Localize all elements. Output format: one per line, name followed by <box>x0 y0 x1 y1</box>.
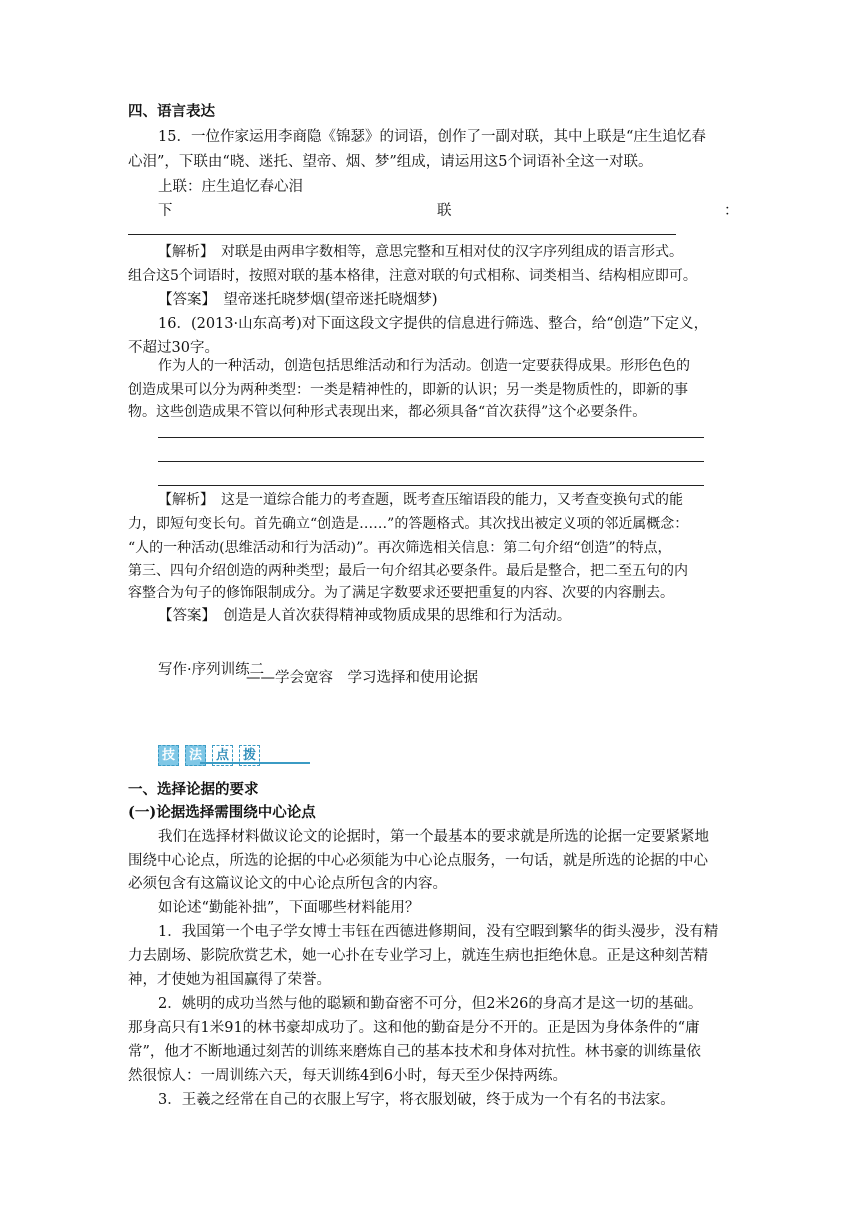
writing-subtitle: ——学会宽容 学习选择和使用论据 <box>246 670 478 686</box>
q16-analysis-3: “人的一种活动(思维活动和行为活动)”。再次筛选相关信息：第二句介绍“创造”的特点， <box>128 540 672 556</box>
body-paragraph: 如论述“勤能补拙”，下面哪些材料能用？ <box>158 900 420 916</box>
badge-underline <box>200 762 310 764</box>
list-item: 神，才使她为祖国赢得了荣誉。 <box>128 972 331 988</box>
badge-char: 拨 <box>239 745 260 766</box>
lower-label-b: 联 <box>437 203 452 219</box>
list-item: 2．姚明的成功当然与他的聪颖和勤奋密不可分，但2米26的身高才是这一切的基础。 <box>158 996 703 1012</box>
q16-line2: 不超过30字。 <box>128 340 219 356</box>
list-item: 3．王羲之经常在自己的衣服上写字，将衣服划破，终于成为一个有名的书法家。 <box>158 1092 675 1108</box>
list-item: 然很惊人：一周训练六天，每天训练4到6小时，每天至少保持两练。 <box>128 1068 567 1084</box>
answer-line <box>158 485 704 486</box>
q15-answer: 【答案】 望帝迷托晓梦烟(望帝迷托晓烟梦) <box>158 292 438 308</box>
list-item: 1．我国第一个电子学女博士韦钰在西德进修期间，没有空暇到繁华的街头漫步，没有精 <box>158 924 719 940</box>
q16-analysis-5: 容整合为句子的修饰限制成分。为了满足字数要求还要把重复的内容、次要的内容删去。 <box>128 585 674 601</box>
lower-label-c: ： <box>724 203 739 219</box>
body-paragraph: 必须包含有这篇议论文的中心论点所包含的内容。 <box>128 876 447 892</box>
q16-answer: 【答案】 创造是人首次获得精神或物质成果的思维和行为活动。 <box>158 608 572 624</box>
q16-line1: 16．(2013·山东高考)对下面这段文字提供的信息进行筛选、整合，给“创造”下定义， <box>158 316 709 332</box>
q15-line2: 心泪”，下联由“晓、迷托、望帝、烟、梦”组成，请运用这5个词语补全这一对联。 <box>128 154 653 170</box>
q16-para-2: 创造成果可以分为两种类型：一类是精神性的，即新的认识；另一类是物质性的，即新的事 <box>128 382 688 398</box>
section-heading: 四、语言表达 <box>128 103 215 120</box>
q15-upper-couplet: 上联：庄生追忆春心泪 <box>158 179 303 195</box>
list-item: 常”，他才不断地通过刻苦的训练来磨炼自己的基本技术和身体对抗性。林书豪的训练量依 <box>128 1044 701 1060</box>
writing-title: 写作·序列训练二 <box>158 662 265 678</box>
answer-line <box>128 234 676 235</box>
q16-para-3: 物。这些创造成果不管以何种形式表现出来，都必须具备“首次获得”这个必要条件。 <box>128 404 647 420</box>
technique-badge <box>158 743 266 767</box>
q16-analysis-1: 【解析】 这是一道综合能力的考查题，既考查压缩语段的能力，又考查变换句式的能 <box>158 492 683 508</box>
answer-line <box>158 437 704 438</box>
q15-analysis-1: 【解析】 对联是由两串字数相等，意思完整和互相对仗的汉字序列组成的语言形式。 <box>158 244 683 260</box>
body-paragraph: 围绕中心论点，所选的论据的中心必须能为中心论点服务，一句话，就是所选的论据的中心 <box>128 853 708 869</box>
badge-char: 技 <box>158 745 179 766</box>
badge-char: 法 <box>185 745 206 766</box>
section-heading: 一、选择论据的要求 <box>128 781 259 798</box>
answer-line <box>158 461 704 462</box>
badge-char: 点 <box>212 745 233 766</box>
q16-analysis-2: 力，即短句变长句。首先确立“创造是……”的答题格式。其次找出被定义项的邻近属概念： <box>128 516 689 532</box>
q15-analysis-2: 组合这5个词语时，按照对联的基本格律，注意对联的句式相称、词类相当、结构相应即可。 <box>128 268 697 284</box>
subsection-heading: (一)论据选择需围绕中心论点 <box>128 804 316 821</box>
q15-line1: 15．一位作家运用李商隐《锦瑟》的词语，创作了一副对联，其中上联是“庄生追忆春 <box>158 129 706 145</box>
lower-label-a: 下 <box>158 203 173 219</box>
list-item: 力去剧场、影院欣赏艺术，她一心扑在专业学习上，就连生病也拒绝休息。正是这种刻苦精 <box>128 948 708 964</box>
list-item: 那身高只有1米91的林书豪却成功了。这和他的勤奋是分不开的。正是因为身体条件的“庸 <box>128 1020 700 1036</box>
q16-para-1: 作为人的一种活动，创造包括思维活动和行为活动。创造一定要获得成果。形形色色的 <box>158 358 690 374</box>
body-paragraph: 我们在选择材料做议论文的论据时，第一个最基本的要求就是所选的论据一定要紧紧地 <box>158 829 709 845</box>
q16-analysis-4: 第三、四句介绍创造的两种类型；最后一句介绍其必要条件。最后是整合，把二至五句的内 <box>128 563 688 579</box>
